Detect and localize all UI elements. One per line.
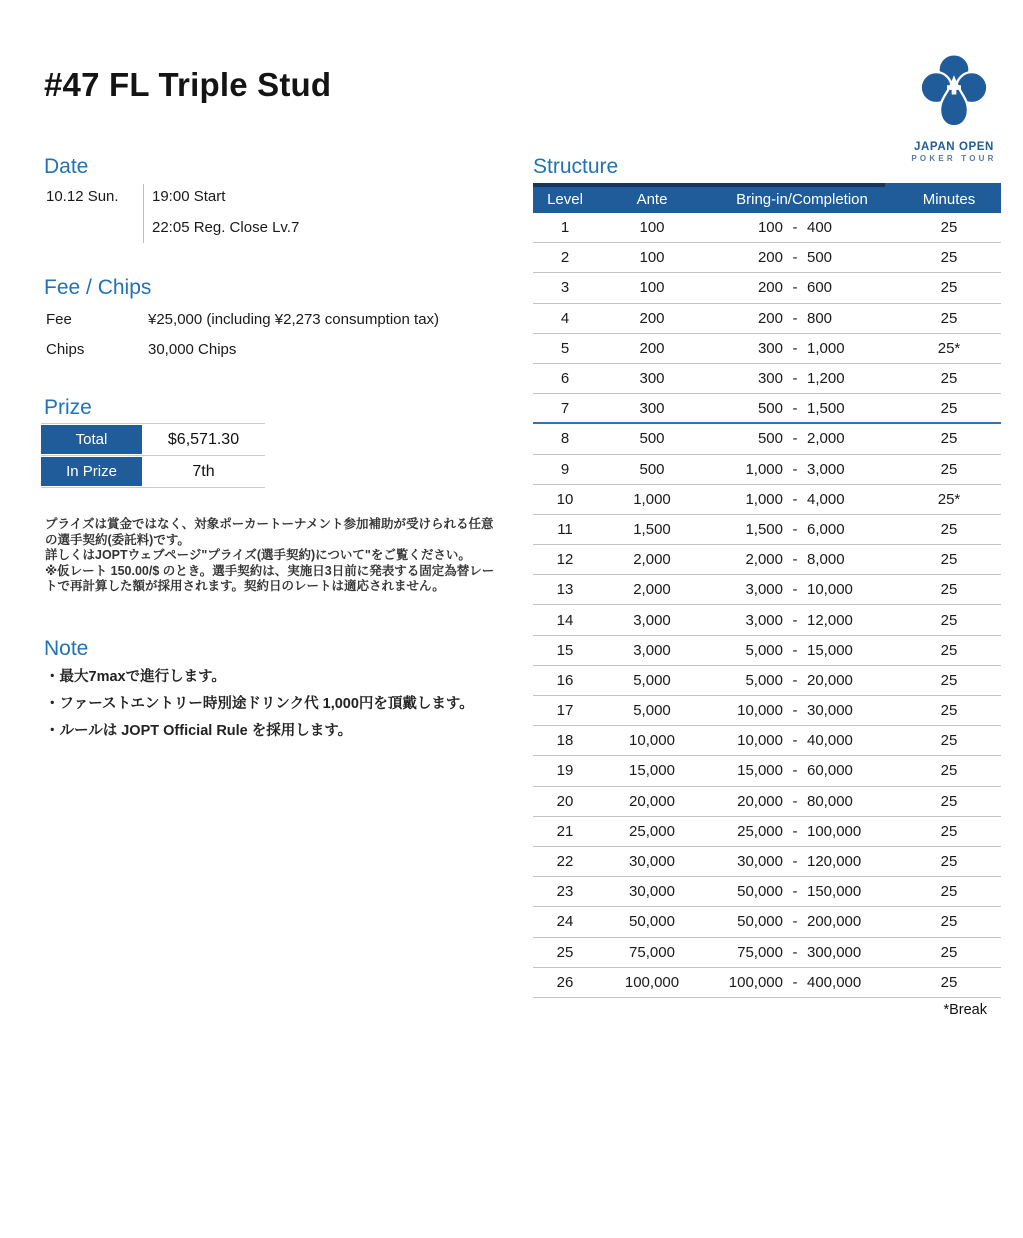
bring-in-completion-cell: 300 - 1,200 [757, 370, 845, 388]
bring-in-completion-cell: 100,000 - 400,000 [728, 973, 862, 991]
bring-in-completion-cell: 10,000 - 40,000 [737, 732, 853, 750]
ante-cell: 1,000 [633, 490, 671, 508]
structure-row-level-24 [533, 907, 1001, 937]
minutes-cell: 25 [940, 309, 958, 327]
minutes-cell: 25 [940, 370, 958, 388]
minutes-cell: 25 [940, 581, 958, 599]
ante-cell: 100 [639, 279, 665, 297]
structure-row-level-18 [533, 726, 1001, 756]
bring-in-completion-cell: 300 - 1,000 [757, 339, 845, 357]
ante-cell: 100 [639, 219, 665, 237]
ante-cell: 15,000 [629, 762, 675, 780]
bring-in-completion-cell: 10,000 - 30,000 [737, 702, 853, 720]
bring-in-completion-cell: 30,000 - 120,000 [737, 853, 862, 871]
column-header-ante: Ante [636, 190, 668, 208]
level-cell: 2 [560, 249, 570, 267]
date-divider [143, 184, 144, 243]
prize-inprize-label: In Prize [41, 456, 142, 487]
ante-cell: 75,000 [629, 943, 675, 961]
ante-cell: 100,000 [624, 973, 680, 991]
column-header-bringin: Bring-in/Completion [736, 190, 868, 208]
fee-chips-heading: Fee / Chips [44, 276, 152, 299]
level-cell: 7 [560, 399, 570, 417]
structure-row-level-17 [533, 696, 1001, 726]
prize-disclaimer-line: 詳しくはJOPTウェブページ"プライズ(選手契約)について"をご覧ください。 [45, 548, 471, 562]
level-cell: 9 [560, 460, 570, 478]
bring-in-completion-cell: 75,000 - 300,000 [737, 943, 862, 961]
bring-in-completion-cell: 200 - 600 [757, 279, 833, 297]
level-cell: 16 [556, 671, 574, 689]
structure-row-level-19 [533, 756, 1001, 786]
minutes-cell: 25 [940, 279, 958, 297]
level-cell: 20 [556, 792, 574, 810]
level-cell: 12 [556, 551, 574, 569]
structure-heading: Structure [533, 155, 619, 178]
chips-value: 30,000 Chips [148, 341, 237, 358]
prize-disclaimer-line: プライズは賞金ではなく、対象ポーカートーナメント参加補助が受けられる任意の選手契約(委託料)です。 [45, 517, 494, 547]
ante-cell: 25,000 [629, 822, 675, 840]
minutes-cell: 25 [940, 973, 958, 991]
page-title: #47 FL Triple Stud [44, 66, 332, 103]
bring-in-completion-cell: 100 - 400 [757, 219, 833, 237]
prize-disclaimer [45, 517, 497, 595]
level-cell: 19 [556, 762, 574, 780]
structure-row-level-16 [533, 666, 1001, 696]
minutes-cell: 25 [940, 671, 958, 689]
bring-in-completion-cell: 5,000 - 20,000 [745, 671, 853, 689]
level-cell: 3 [560, 279, 570, 297]
bring-in-completion-cell: 2,000 - 8,000 [745, 551, 845, 569]
prize-inprize-value: 7th [192, 462, 215, 480]
structure-row-level-25 [533, 938, 1001, 968]
level-cell: 13 [556, 581, 574, 599]
ante-cell: 30,000 [629, 853, 675, 871]
structure-row-level-3 [533, 273, 1001, 303]
ante-cell: 10,000 [629, 732, 675, 750]
bring-in-completion-cell: 1,000 - 4,000 [745, 490, 845, 508]
structure-row-level-6 [533, 364, 1001, 394]
level-cell: 6 [560, 370, 570, 388]
level-cell: 22 [556, 853, 574, 871]
date-day: 10.12 Sun. [46, 188, 119, 205]
bring-in-completion-cell: 500 - 1,500 [757, 399, 845, 417]
bring-in-completion-cell: 3,000 - 12,000 [745, 611, 853, 629]
minutes-cell: 25 [940, 702, 958, 720]
minutes-cell: 25 [940, 430, 958, 448]
fee-value: ¥25,000 (including ¥2,273 consumption tax) [148, 311, 440, 328]
level-cell: 1 [560, 219, 570, 237]
minutes-cell: 25 [940, 732, 958, 750]
bring-in-completion-cell: 200 - 800 [757, 309, 833, 327]
minutes-cell: 25 [940, 853, 958, 871]
structure-row-level-5 [533, 334, 1001, 364]
bring-in-completion-cell: 1,000 - 3,000 [745, 460, 845, 478]
level-cell: 8 [560, 430, 570, 448]
logo-text-line1: JAPAN OPEN [914, 141, 994, 153]
minutes-cell: 25 [940, 792, 958, 810]
structure-row-level-7 [533, 394, 1001, 424]
structure-table-header [533, 183, 1001, 213]
prize-total-value: $6,571.30 [167, 430, 240, 448]
minutes-cell: 25 [940, 762, 958, 780]
bring-in-completion-cell: 20,000 - 80,000 [737, 792, 853, 810]
structure-row-level-8 [533, 424, 1001, 454]
bring-in-completion-cell: 200 - 500 [757, 249, 833, 267]
structure-row-level-13 [533, 575, 1001, 605]
level-cell: 15 [556, 641, 574, 659]
ante-cell: 5,000 [633, 702, 671, 720]
structure-row-level-21 [533, 817, 1001, 847]
chips-label: Chips [46, 341, 85, 358]
date-heading: Date [44, 155, 89, 178]
ante-cell: 500 [639, 460, 665, 478]
prize-total-label: Total [41, 424, 142, 455]
start-time: 19:00 Start [152, 188, 226, 205]
minutes-cell: 25 [940, 943, 958, 961]
minutes-cell: 25* [937, 339, 961, 357]
prize-heading: Prize [44, 396, 92, 419]
prize-table [41, 423, 265, 488]
note-item: ・最大7maxで進行します。 [45, 669, 226, 685]
bring-in-completion-cell: 1,500 - 6,000 [745, 520, 845, 538]
bring-in-completion-cell: 500 - 2,000 [757, 430, 845, 448]
level-cell: 5 [560, 339, 570, 357]
column-header-minutes: Minutes [922, 190, 976, 208]
minutes-cell: 25 [940, 641, 958, 659]
minutes-cell: 25 [940, 460, 958, 478]
structure-row-level-4 [533, 304, 1001, 334]
bring-in-completion-cell: 5,000 - 15,000 [745, 641, 853, 659]
bring-in-completion-cell: 50,000 - 200,000 [737, 913, 862, 931]
break-footnote: *Break [943, 1002, 987, 1018]
structure-row-level-2 [533, 243, 1001, 273]
ante-cell: 500 [639, 430, 665, 448]
ante-cell: 20,000 [629, 792, 675, 810]
fee-label: Fee [46, 311, 72, 328]
ante-cell: 1,500 [633, 520, 671, 538]
ante-cell: 5,000 [633, 671, 671, 689]
minutes-cell: 25 [940, 883, 958, 901]
structure-table-body [533, 213, 1001, 998]
ante-cell: 2,000 [633, 581, 671, 599]
column-header-level: Level [547, 190, 583, 208]
note-item: ・ファーストエントリー時別途ドリンク代 1,000円を頂戴します。 [45, 696, 474, 712]
ante-cell: 2,000 [633, 551, 671, 569]
structure-row-level-23 [533, 877, 1001, 907]
minutes-cell: 25 [940, 611, 958, 629]
minutes-cell: 25 [940, 822, 958, 840]
level-cell: 26 [556, 973, 574, 991]
minutes-cell: 25 [940, 249, 958, 267]
ante-cell: 3,000 [633, 641, 671, 659]
level-cell: 21 [556, 822, 574, 840]
bring-in-completion-cell: 50,000 - 150,000 [737, 883, 862, 901]
note-list [45, 664, 515, 745]
structure-row-level-20 [533, 787, 1001, 817]
level-cell: 11 [557, 520, 573, 538]
ante-cell: 300 [639, 370, 665, 388]
ante-cell: 300 [639, 399, 665, 417]
bring-in-completion-cell: 15,000 - 60,000 [737, 762, 853, 780]
structure-row-level-11 [533, 515, 1001, 545]
ante-cell: 30,000 [629, 883, 675, 901]
minutes-cell: 25 [940, 399, 958, 417]
club-drop-icon [915, 121, 993, 138]
ante-cell: 200 [639, 309, 665, 327]
minutes-cell: 25 [940, 551, 958, 569]
bring-in-completion-cell: 3,000 - 10,000 [745, 581, 853, 599]
ante-cell: 100 [639, 249, 665, 267]
minutes-cell: 25 [940, 913, 958, 931]
structure-row-level-1 [533, 213, 1001, 243]
structure-row-level-9 [533, 455, 1001, 485]
structure-table [533, 183, 1001, 998]
bring-in-completion-cell: 25,000 - 100,000 [737, 822, 862, 840]
jopt-logo [903, 52, 1005, 163]
minutes-cell: 25 [940, 520, 958, 538]
ante-cell: 200 [639, 339, 665, 357]
structure-row-level-15 [533, 636, 1001, 666]
level-cell: 25 [556, 943, 574, 961]
level-cell: 17 [556, 702, 574, 720]
level-cell: 14 [556, 611, 574, 629]
level-cell: 24 [556, 913, 574, 931]
prize-disclaimer-line: ※仮レート 150.00/$ のとき。選手契約は、実施日3日前に発表する固定為替レートで再計算した額が採用されます。契約日のレートは適応されません。 [45, 563, 495, 593]
logo-text-line2: POKER TOUR [911, 154, 997, 163]
level-cell: 23 [556, 883, 574, 901]
note-heading: Note [44, 637, 89, 660]
prize-row-total [41, 424, 265, 456]
note-item: ・ルールは JOPT Official Rule を採用します。 [45, 723, 353, 739]
structure-row-level-22 [533, 847, 1001, 877]
ante-cell: 3,000 [633, 611, 671, 629]
minutes-cell: 25 [940, 219, 958, 237]
reg-close-time: 22:05 Reg. Close Lv.7 [152, 219, 300, 236]
structure-row-level-14 [533, 605, 1001, 635]
minutes-cell: 25* [937, 490, 961, 508]
structure-row-level-12 [533, 545, 1001, 575]
level-cell: 18 [556, 732, 574, 750]
structure-row-level-10 [533, 485, 1001, 515]
prize-row-inprize [41, 456, 265, 488]
level-cell: 4 [560, 309, 570, 327]
level-cell: 10 [556, 490, 574, 508]
structure-row-level-26 [533, 968, 1001, 998]
ante-cell: 50,000 [629, 913, 675, 931]
